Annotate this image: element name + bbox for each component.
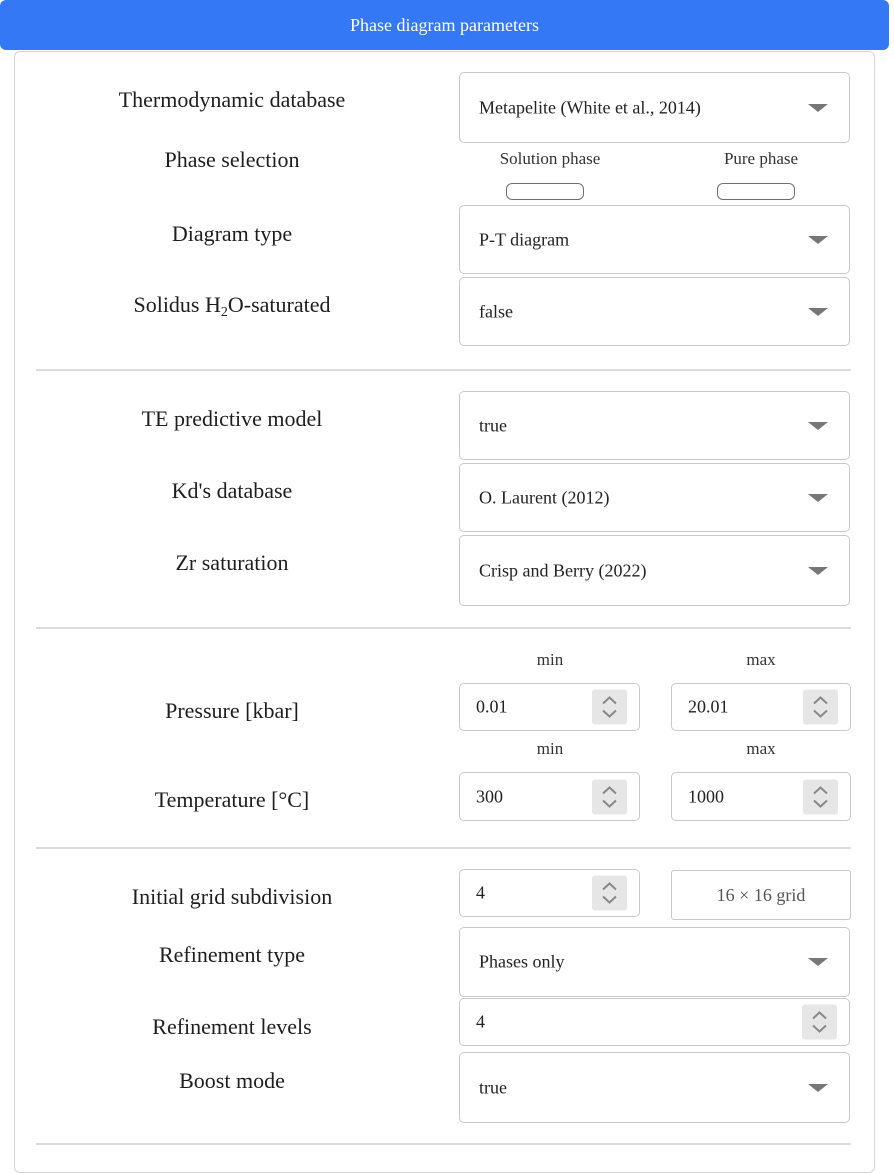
pressure-max-caption: max — [746, 650, 776, 669]
kd-db-label: Kd's database — [171, 478, 293, 503]
chevron-down-icon — [808, 494, 828, 502]
pressure-label: Pressure [kbar] — [165, 698, 299, 723]
phase-selection-label: Phase selection — [164, 147, 300, 172]
refinement-type-label: Refinement type — [158, 942, 305, 967]
kd-db-select[interactable] — [459, 463, 850, 532]
pure-phase-toggle[interactable] — [717, 183, 795, 200]
te-model-value: true — [479, 415, 507, 435]
chevron-down-icon — [808, 422, 828, 430]
temperature-label: Temperature [°C] — [154, 787, 310, 812]
spinner-icon[interactable] — [592, 876, 627, 911]
diagram-type-value: P-T diagram — [479, 229, 570, 249]
thermo-db-label: Thermodynamic database — [118, 87, 346, 112]
pressure-max-input[interactable] — [671, 683, 851, 731]
chevron-down-icon — [808, 104, 828, 112]
spinner-icon[interactable] — [803, 779, 838, 814]
pure-phase-label: Pure phase — [723, 149, 799, 168]
thermo-db-select[interactable] — [459, 72, 850, 143]
section-divider — [36, 627, 851, 629]
chevron-down-icon — [808, 236, 828, 244]
pressure-min-caption: min — [536, 650, 564, 669]
chevron-down-icon — [808, 567, 828, 575]
temperature-min-value: 300 — [476, 786, 503, 806]
temperature-max-input[interactable] — [671, 772, 851, 821]
pressure-min-value: 0.01 — [476, 696, 508, 717]
temperature-min-caption: min — [536, 739, 564, 758]
spinner-icon[interactable] — [803, 690, 838, 725]
temperature-max-value: 1000 — [688, 786, 724, 806]
boost-mode-select[interactable] — [459, 1052, 850, 1123]
pressure-max-value: 20.01 — [688, 696, 729, 717]
section-divider — [36, 1143, 851, 1145]
panel-title: Phase diagram parameters — [350, 14, 539, 35]
grid-subdivision-input[interactable] — [459, 869, 640, 917]
solution-phase-label: Solution phase — [499, 149, 601, 168]
refinement-type-select[interactable] — [459, 927, 850, 997]
refinement-levels-input[interactable] — [459, 998, 850, 1046]
solution-phase-toggle[interactable] — [506, 183, 584, 200]
te-model-label: TE predictive model — [141, 406, 323, 431]
spinner-icon[interactable] — [592, 690, 627, 725]
refinement-levels-label: Refinement levels — [152, 1014, 312, 1039]
section-divider — [36, 847, 851, 849]
zr-saturation-value: Crisp and Berry (2022) — [479, 560, 647, 580]
refinement-levels-value: 4 — [476, 1011, 485, 1032]
section-divider — [36, 369, 851, 371]
spinner-icon[interactable] — [802, 1005, 837, 1040]
solidus-select[interactable] — [459, 277, 850, 346]
chevron-down-icon — [808, 958, 828, 966]
te-model-select[interactable] — [459, 391, 850, 460]
chevron-down-icon — [808, 308, 828, 316]
chevron-down-icon — [808, 1084, 828, 1092]
grid-subdivision-label: Initial grid subdivision — [131, 884, 333, 909]
diagram-type-label: Diagram type — [171, 221, 293, 246]
kd-db-value: O. Laurent (2012) — [479, 487, 610, 507]
grid-subdivision-value: 4 — [476, 882, 485, 903]
panel-header[interactable] — [0, 0, 889, 50]
thermo-db-value: Metapelite (White et al., 2014) — [479, 97, 701, 117]
diagram-type-select[interactable] — [459, 205, 850, 274]
solidus-value: false — [479, 301, 513, 321]
temperature-max-caption: max — [746, 739, 776, 758]
spinner-icon[interactable] — [592, 779, 627, 814]
zr-saturation-label: Zr saturation — [175, 550, 289, 575]
boost-mode-label: Boost mode — [179, 1068, 285, 1093]
zr-saturation-select[interactable] — [459, 535, 850, 606]
grid-size-display: 16 × 16 grid — [671, 870, 851, 920]
temperature-min-input[interactable] — [459, 772, 640, 821]
boost-mode-value: true — [479, 1077, 507, 1097]
solidus-label: Solidus $H_2O$-saturated — [133, 292, 331, 320]
pressure-min-input[interactable] — [459, 683, 640, 731]
refinement-type-value: Phases only — [479, 951, 565, 972]
